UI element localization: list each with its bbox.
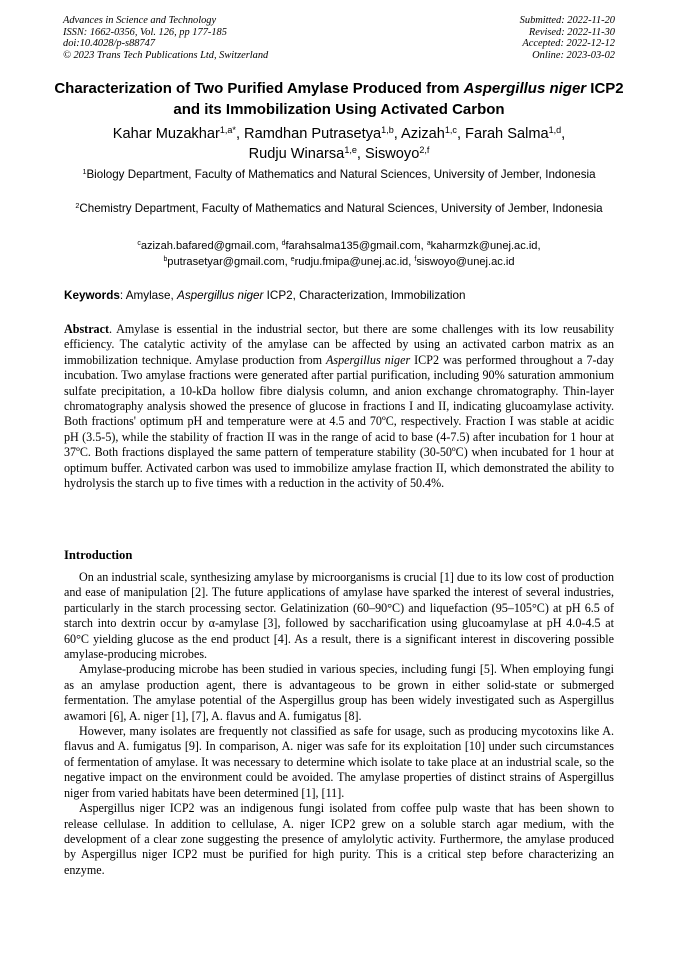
copyright-line: © 2023 Trans Tech Publications Ltd, Switzerland [63,50,269,62]
journal-info [63,15,268,62]
author-list: Kahar Muzakhar$^{1,a*}$, Ramdhan Putrasetya$^{1,b}$, Azizah$^{1,c}$, Farah Salma$^{1,d}$, Rudju Winarsa$^{1,e}$, Siswoyo$^{2,f}$ [112,125,566,162]
email: $^d$farahsalma135@gmail.com [281,240,421,252]
author: Siswoyo$^{2,f}$ [365,145,430,162]
affiliation: $^1$Biology Department, Faculty of Mathematics and Natural Sciences, University of Jember, Indonesia [82,167,596,181]
paragraph: On an industrial scale, synthesizing amylase by microorganisms is crucial [1] due to its low cost of production and ease of manipulation [2]. The future applications of amylase have sparked the interest of several industries, particularly in the starch processing sector. Gelatinization (60–90°C) and liquefaction (95–105°C) at pH 6.5 of starch into dextrin occur by α-amylase [3], followed by saccharification using glucoamylase at pH 4.0-4.5 at 60°C yielding glucose as the end product [4]. As a result, there is a significant interest in discovering possible amylase-producing microbes. [64,570,614,662]
author: Rudju Winarsa$^{1,e}$ [248,145,357,162]
author: Ramdhan Putrasetya$^{1,b}$ [244,125,394,142]
email: $^a$kaharmzk@unej.ac.id [426,240,538,252]
author-emails: $^c$azizah.bafared@gmail.com, $^d$farahsalma135@gmail.com, $^a$kaharmzk@unej.ac.id, $^b$putrasetyar@gmail.com, $^e$rudju.fmipa@unej.ac.id, $^f$siswoyo@unej.ac.id [137,240,541,268]
abstract-label: Abstract [64,322,110,336]
revised-date: Revised: 2022-11-30 [528,26,615,38]
accepted-date: Accepted: 2022-12-12 [522,38,615,50]
introduction-body [64,570,614,878]
online-date: Online: 2023-03-02 [532,50,615,62]
submitted-date: Submitted: 2022-11-20 [519,15,615,26]
author: Farah Salma$^{1,d}$ [465,125,562,142]
title-species: Aspergillus niger [463,80,587,97]
keywords-label: Keywords [64,289,120,302]
paragraph: Aspergillus niger ICP2 was an indigenous fungi isolated from coffee pulp waste that has been shown to release cellulase. In addition to cellulase, A. niger ICP2 grew on a soluble starch agar medium, with the development of a clear zone suggesting the presence of amylolytic activity. Furthermore, the amylase produced by Aspergillus niger ICP2 must be purified for high purity. This is a critical step before characterizing an enzyme. [64,801,614,877]
keywords: Keywords: Amylase, Aspergillus niger ICP2, Characterization, Immobilization [64,289,466,302]
paragraph: Amylase-producing microbe has been studied in various species, including fungi [5]. When employing fungi as an amylase production agent, there is advantageous to be grown in either solid-state or submerged fermentation. The amylase potential of the Aspergillus group has been widely investigated such as Aspergillus awamori [6], A. niger [1], [7], A. flavus and A. fumigatus [8]. [64,662,614,723]
issn-line: ISSN: 1662-0356, Vol. 126, pp 177-185 [63,26,227,38]
email: $^b$putrasetyar@gmail.com [163,255,285,268]
abstract: Abstract. Amylase is essential in the industrial sector, but there are some challenges with its low reusability efficiency. The catalytic activity of the amylase can be affected by using an activated carbon matrix as an immobilization technique. Amylase production from Aspergillus niger ICP2 was performed throughout a 7-day incubation. Two amylase fractions were generated after partial purification, including 90% saturation ammonium sulfate precipitation, a 10-kDa hollow fibre dialysis column, and anion exchange chromatography. Thin-layer chromatography analysis showed the presence of glucose in fractions I and II, indicating glucoamylase activity. Both fractions' optimum pH and temperature were at 4.5 and 70ºC, respectively. Fraction I was stable at acidic pH (3.5-5), while the stability of fraction II was in the range of acid to base (4-7.5) after incubation for 1 hour at 37ºC. Both fractions displayed the same pattern of temperature stability (30-50ºC) when incubated for 1 hour at optimum buffer. Activated carbon was used to immobilize amylase fraction II, which demonstrated the ability to hydrolysis the starch up to five times with a reduction in the activity of 50.4%. [64,322,615,491]
paper-title: Characterization of Two Purified Amylase Produced from Aspergillus niger ICP2 and its Immobilization Using Activated Carbon [54,80,624,118]
author: Kahar Muzakhar$^{1,a*}$ [112,125,236,142]
publication-dates [520,15,615,62]
email: $^f$siswoyo@unej.ac.id [414,255,515,268]
affiliation: $^2$Chemistry Department, Faculty of Mathematics and Natural Sciences, University of Jember, Indonesia [75,201,603,215]
email: $^c$azizah.bafared@gmail.com [137,240,276,252]
journal-name: Advances in Science and Technology [63,15,217,26]
doi-line: doi:10.4028/p-s88747 [63,38,156,50]
author: Azizah$^{1,c}$ [401,125,457,142]
email: $^e$rudju.fmipa@unej.ac.id [290,255,409,268]
paragraph: However, many isolates are frequently not classified as safe for usage, such as producing mycotoxins like A. flavus and A. fumigatus [9]. In comparison, A. niger was safe for its exploitation [10] under such circumstances of fermentation of amylase. It was necessary to determine which isolate to take place at an industrial scale, so the negative impact on the environment could be avoided. The amylase properties of distinct strains of Aspergillus niger from varied habitats have been determined [1], [11]. [64,724,614,800]
section-heading: Introduction [64,548,133,562]
